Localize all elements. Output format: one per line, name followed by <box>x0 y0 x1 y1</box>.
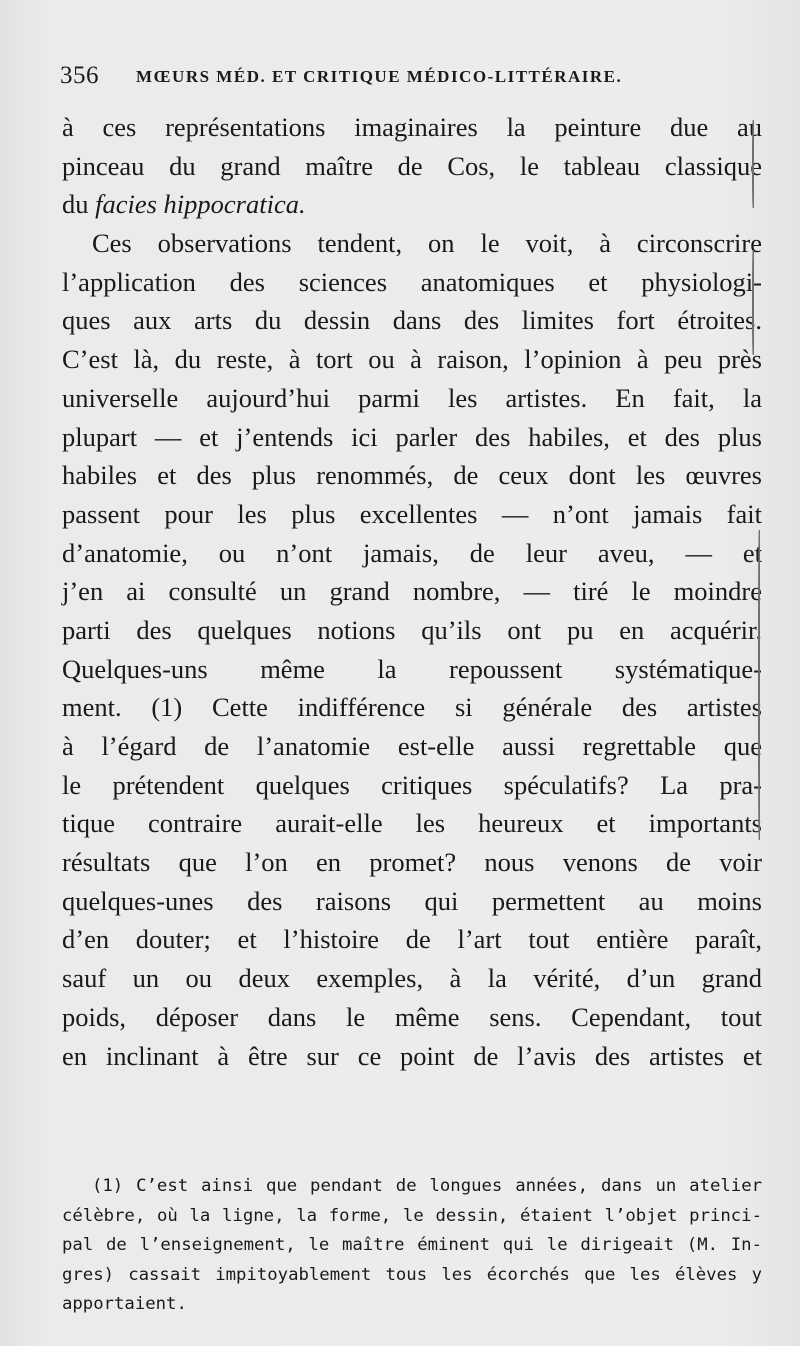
text-line: à l’égard de l’anatomie est-elle aussi regrettable que <box>62 731 762 761</box>
text-line: le prétendent quelques critiques spéculatifs? La pra- <box>62 769 762 800</box>
paragraph-first-line: Ces observations tendent, on le voit, à circonscrire <box>92 228 762 259</box>
text-line: habiles et des plus renommés, de ceux dont les œuvres <box>62 460 762 491</box>
text-line: résultats que l’on en promet? nous venons de voir <box>62 847 762 878</box>
text-line: d’anatomie, ou n’ont jamais, de leur aveu, — et <box>62 537 762 568</box>
page-number: 356 <box>60 62 99 89</box>
footnote-line: apportaient. <box>62 1294 187 1314</box>
footnote-line: gres) cassait impitoyablement tous les écorchés que les élèves y <box>62 1264 762 1285</box>
text-line: l’application des sciences anatomiques et physiologi- <box>62 266 762 297</box>
text-line: ment. (1) Cette indifférence si générale des artistes <box>62 692 762 723</box>
text-line: parti des quelques notions qu’ils ont pu en acquérir. <box>62 614 762 645</box>
page-header <box>60 62 760 92</box>
text-fragment: du <box>62 189 96 220</box>
text-line: quelques-unes des raisons qui permettent au moins <box>62 885 762 916</box>
text-line: C’est là, du reste, à tort ou à raison, l’opinion à peu près <box>62 344 762 375</box>
footnote-line: (1) C’est ainsi que pendant de longues années, dans un atelier <box>92 1176 762 1196</box>
text-line: en inclinant à être sur ce point de l’avis des artistes et <box>62 1040 762 1071</box>
text-line: plupart — et j’entends ici parler des habiles, et des plus <box>62 421 762 452</box>
text-line: passent pour les plus excellentes — n’ont jamais fait <box>62 498 762 529</box>
text-line: d’en douter; et l’histoire de l’art tout entière paraît, <box>62 924 762 955</box>
footnote-line: célèbre, où la ligne, la forme, le dessin, étaient l’objet princi- <box>62 1205 762 1226</box>
text-line: tique contraire aurait-elle les heureux et importants <box>62 808 762 839</box>
text-line <box>62 185 762 224</box>
margin-pencil-mark <box>752 250 754 355</box>
running-head: MŒURS MÉD. ET CRITIQUE MÉDICO-LITTÉRAIRE. <box>136 67 623 86</box>
text-line: sauf un ou deux exemples, à la vérité, d’un grand <box>62 963 762 994</box>
text-line: à ces représentations imaginaires la peinture due au <box>62 112 762 142</box>
text-line: j’en ai consulté un grand nombre, — tiré le moindre <box>62 576 762 607</box>
text-line: ques aux arts du dessin dans des limites fort étroites. <box>62 305 762 336</box>
text-line: pinceau du grand maître de Cos, le tableau classique <box>62 150 762 181</box>
italic-term: facies hippocratica. <box>95 189 306 220</box>
body-text <box>62 108 762 1075</box>
text-line: poids, déposer dans le même sens. Cependant, tout <box>62 1001 762 1032</box>
footnote <box>62 1172 762 1320</box>
text-line: Quelques-uns même la repoussent systématique- <box>62 653 762 684</box>
margin-pencil-mark <box>752 120 754 208</box>
margin-pencil-mark <box>758 530 760 840</box>
text-line: universelle aujourd’hui parmi les artistes. En fait, la <box>62 382 762 413</box>
footnote-line: pal de l’enseignement, le maître éminent qui le dirigeait (M. In- <box>62 1235 762 1255</box>
